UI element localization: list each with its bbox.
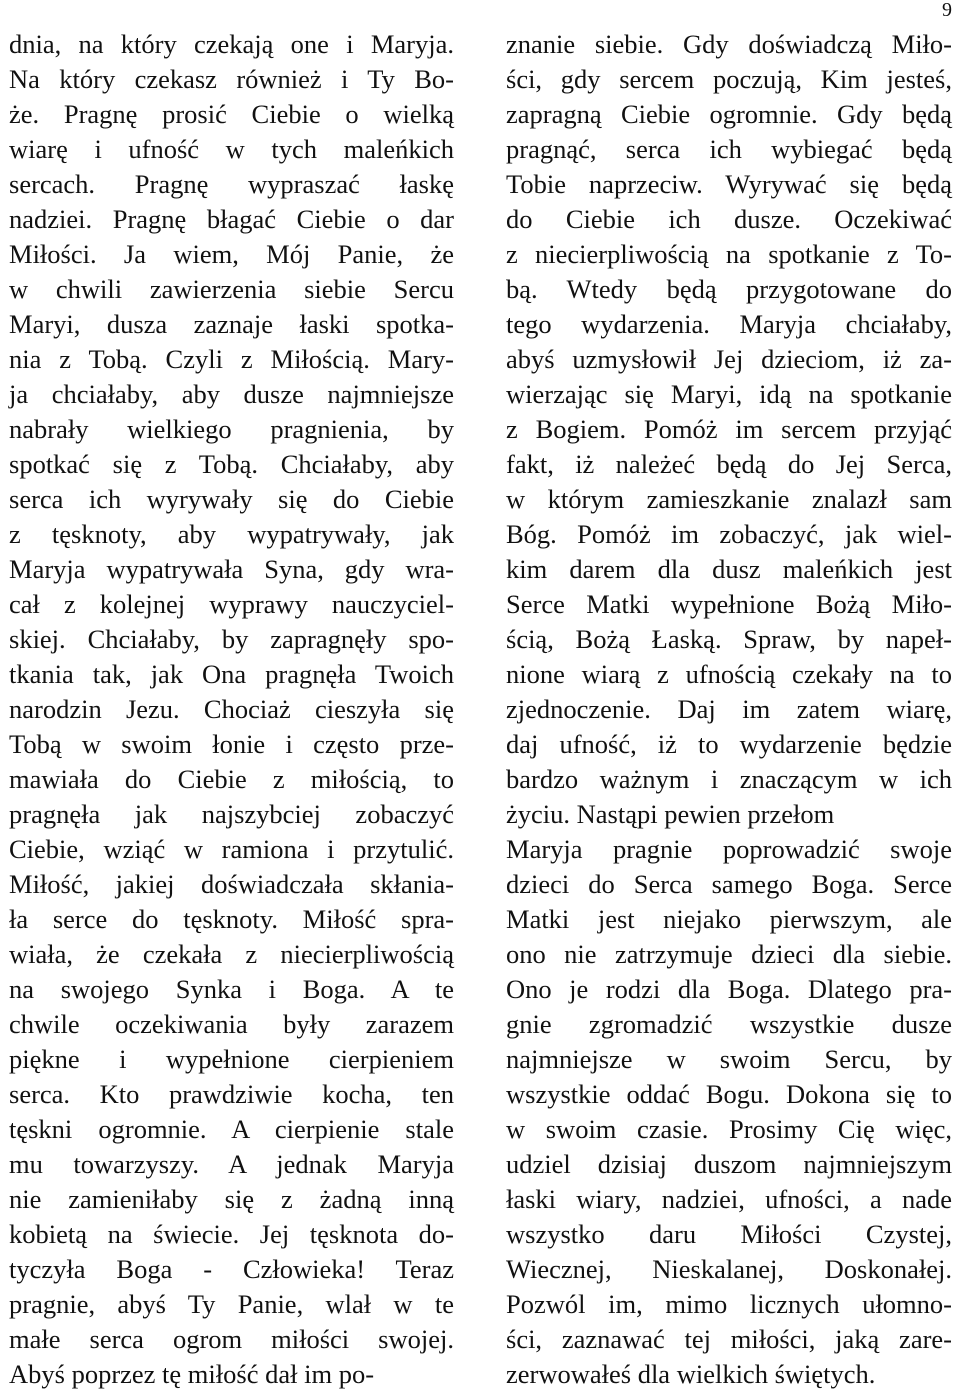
- text-line: mu towarzyszy. A jednak Maryja: [9, 1149, 454, 1179]
- text-line: ja chciałaby, aby dusze najmniejsze: [9, 379, 454, 409]
- text-line: nione wiarą z ufnością czekały na to: [506, 659, 952, 689]
- text-line: Maryja wypatrywała Syna, gdy wra-: [9, 554, 454, 584]
- text-line: w którym zamieszkanie znalazł sam: [506, 484, 952, 514]
- text-line: znanie siebie. Gdy doświadczą Miło-: [506, 29, 952, 59]
- text-line: do Ciebie ich dusze. Oczekiwać: [506, 204, 952, 234]
- text-line: ścią, Bożą Łaską. Spraw, by napeł-: [506, 624, 952, 654]
- text-line: pragnąć, serca ich wybiegać będą: [506, 134, 952, 164]
- text-line: abyś uzmysłowił Jej dzieciom, iż za-: [506, 344, 952, 374]
- text-line: cał z kolejnej wyprawy nauczyciel-: [9, 589, 454, 619]
- text-line: wszystko daru Miłości Czystej,: [506, 1219, 952, 1249]
- text-line: zapragną Ciebie ogromnie. Gdy będą: [506, 99, 952, 129]
- text-line: Ciebie, wziąć w ramiona i przytulić.: [9, 834, 454, 864]
- text-line: udziel dzisiaj duszom najmniejszym: [506, 1149, 952, 1179]
- text-line: fakt, iż należeć będą do Jej Serca,: [506, 449, 952, 479]
- text-line: dnia, na który czekają one i Maryja.: [9, 29, 454, 59]
- text-line: skiej. Chciałaby, by zapragnęły spo-: [9, 624, 454, 654]
- text-line: ści, zaznawać tej miłości, jaką zare-: [506, 1324, 952, 1354]
- text-line: Matki jest niejako pierwszym, ale: [506, 904, 952, 934]
- text-line: mawiała do Ciebie z miłością, to: [9, 764, 454, 794]
- text-line: sercach. Pragnę wypraszać łaskę: [9, 169, 454, 199]
- text-line: tkania tak, jak Ona pragnęła Twoich: [9, 659, 454, 689]
- text-line: Abyś poprzez tę miłość dał im po-: [9, 1359, 375, 1389]
- text-line: wiarę i ufność w tych maleńkich: [9, 134, 454, 164]
- text-line: życiu. Nastąpi pewien przełom: [506, 799, 835, 829]
- text-line: Maryja pragnie poprowadzić swoje: [506, 834, 952, 864]
- text-line: łaski wiary, nadziei, ufności, a nade: [506, 1184, 952, 1214]
- text-line: Miłości. Ja wiem, Mój Panie, że: [9, 239, 454, 269]
- text-line: kim darem dla dusz maleńkich jest: [506, 554, 952, 584]
- text-line: w chwili zawierzenia siebie Sercu: [9, 274, 454, 304]
- text-line: zerwowałeś dla wielkich świętych.: [506, 1359, 876, 1389]
- text-line: piękne i wypełnione cierpieniem: [9, 1044, 454, 1074]
- text-line: ła serce do tęsknoty. Miłość spra-: [9, 904, 454, 934]
- text-line: tyczyła Boga - Człowieka! Teraz: [9, 1254, 454, 1284]
- text-line: ono nie zatrzymuje dzieci dla siebie.: [506, 939, 952, 969]
- text-line: chwile oczekiwania były zarazem: [9, 1009, 454, 1039]
- text-line: z niecierpliwością na spotkanie z To-: [506, 239, 952, 269]
- text-line: narodzin Jezu. Chociaż cieszyła się: [9, 694, 454, 724]
- text-line: tęskni ogromnie. A cierpienie stale: [9, 1114, 454, 1144]
- text-line: z Bogiem. Pomóż im sercem przyjąć: [506, 414, 952, 444]
- text-line: Miłość, jakiej doświadczała skłania-: [9, 869, 454, 899]
- text-column-left: [9, 27, 454, 1392]
- text-line: wiała, że czekała z niecierpliwością: [9, 939, 454, 969]
- text-line: Bóg. Pomóż im zobaczyć, jak wiel-: [506, 519, 952, 549]
- text-line: na swojego Synka i Boga. A te: [9, 974, 454, 1004]
- text-line: serca. Kto prawdziwie kocha, ten: [9, 1079, 454, 1109]
- text-line: Ono je rodzi dla Boga. Dlatego pra-: [506, 974, 952, 1004]
- text-line: nia z Tobą. Czyli z Miłością. Mary-: [9, 344, 454, 374]
- text-line: bardzo ważnym i znaczącym w ich: [506, 764, 952, 794]
- text-line: Maryi, dusza zaznaje łaski spotka-: [9, 309, 454, 339]
- text-line: zjednoczenie. Daj im zatem wiarę,: [506, 694, 952, 724]
- text-line: serca ich wyrywały się do Ciebie: [9, 484, 454, 514]
- text-line: nie zamieniłaby się z żadną inną: [9, 1184, 454, 1214]
- text-line: Pozwól im, mimo licznych ułomno-: [506, 1289, 952, 1319]
- text-line: pragnie, abyś Ty Panie, wlał w te: [9, 1289, 454, 1319]
- text-line: małe serca ogrom miłości swojej.: [9, 1324, 454, 1354]
- text-line: w swoim czasie. Prosimy Cię więc,: [506, 1114, 952, 1144]
- text-line: gnie zgromadzić wszystkie dusze: [506, 1009, 952, 1039]
- text-line: nadziei. Pragnę błagać Ciebie o dar: [9, 204, 454, 234]
- page-number: 9: [942, 0, 952, 21]
- text-line: Wiecznej, Nieskalanej, Doskonałej.: [506, 1254, 952, 1284]
- text-line: wierzając się Maryi, idą na spotkanie: [506, 379, 952, 409]
- text-line: wszystkie oddać Bogu. Dokona się to: [506, 1079, 952, 1109]
- text-line: tego wydarzenia. Maryja chciałaby,: [506, 309, 952, 339]
- text-line: Serce Matki wypełnione Bożą Miło-: [506, 589, 952, 619]
- text-line: z tęsknoty, aby wypatrywały, jak: [9, 519, 454, 549]
- text-line: ści, gdy sercem poczują, Kim jesteś,: [506, 64, 952, 94]
- text-line: pragnęła jak najszybciej zobaczyć: [9, 799, 454, 829]
- text-line: bą. Wtedy będą przygotowane do: [506, 274, 952, 304]
- text-line: dzieci do Serca samego Boga. Serce: [506, 869, 952, 899]
- text-line: spotkać się z Tobą. Chciałaby, aby: [9, 449, 454, 479]
- text-line: Tobie naprzeciw. Wyrywać się będą: [506, 169, 952, 199]
- text-line: daj ufność, iż to wydarzenie będzie: [506, 729, 952, 759]
- text-line: Tobą w swoim łonie i często prze-: [9, 729, 454, 759]
- text-line: kobietą na świecie. Jej tęsknota do-: [9, 1219, 454, 1249]
- text-line: że. Pragnę prosić Ciebie o wielką: [9, 99, 454, 129]
- text-line: najmniejsze w swoim Sercu, by: [506, 1044, 952, 1074]
- text-column-right: [506, 27, 952, 1392]
- text-line: Na który czekasz również i Ty Bo-: [9, 64, 454, 94]
- text-line: nabrały wielkiego pragnienia, by: [9, 414, 454, 444]
